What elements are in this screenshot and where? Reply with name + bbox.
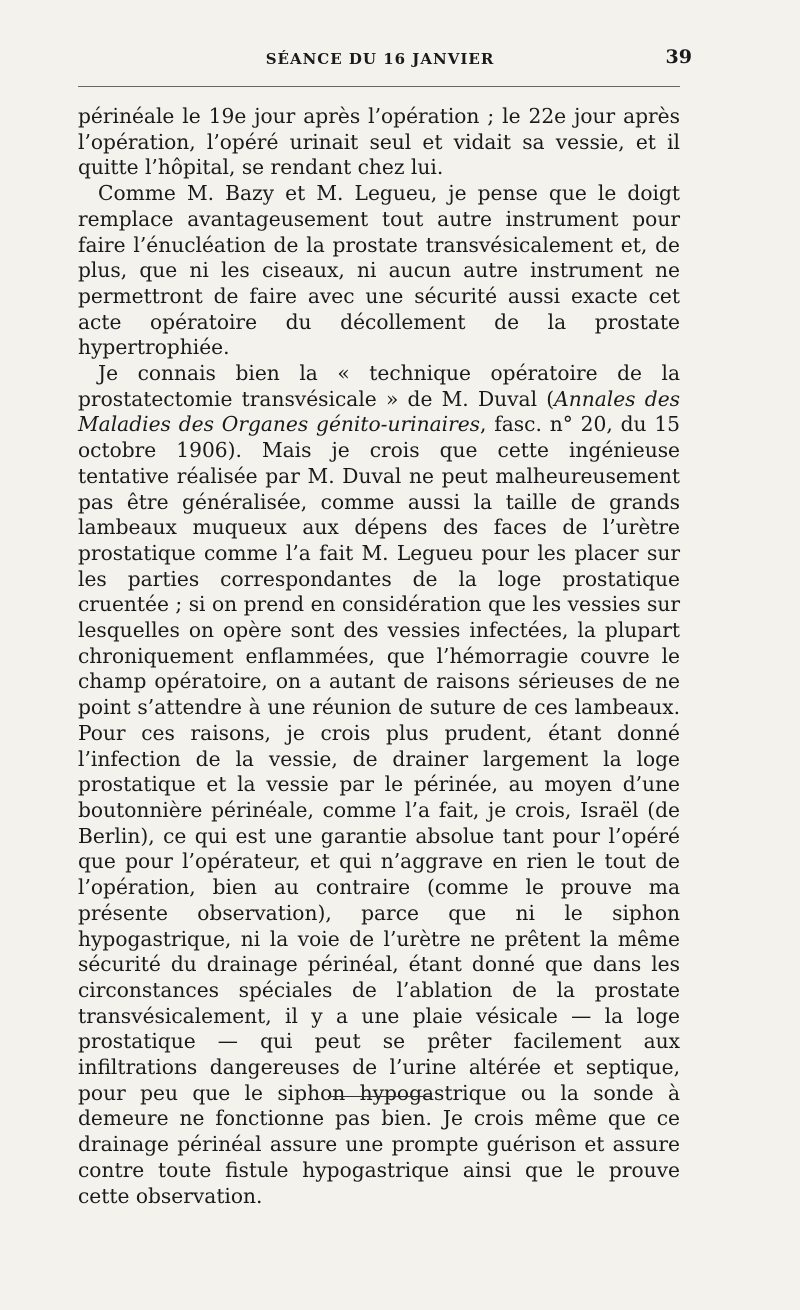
paragraph-1: périnéale le 19e jour après l’opération ; le 22e jour après l’opération, l’opéré urinait seul et vidait sa vessie, et il quitte l’hôpital, se rendant chez lui. bbox=[78, 104, 680, 180]
running-title: SÉANCE DU 16 JANVIER bbox=[265, 50, 495, 68]
paragraph-3-text-before: Je connais bien la « technique opératoire de la prostatectomie transvésicale » de M. Duval ( bbox=[78, 361, 680, 411]
running-head bbox=[78, 46, 692, 76]
header-rule bbox=[78, 86, 680, 87]
body-text bbox=[78, 104, 680, 1209]
page-number: 39 bbox=[665, 46, 692, 68]
end-rule bbox=[328, 1096, 432, 1097]
paragraph-3 bbox=[78, 361, 680, 1209]
journal-citation: Annales des Maladies des Organes génito-urinaires bbox=[78, 386, 680, 437]
paragraph-2: Comme M. Bazy et M. Legueu, je pense que le doigt remplace avantageusement tout autre instrument pour faire l’énucléation de la prostate transvésicalement et, de plus, que ni les ciseaux, ni aucun autre instrument ne permettront de faire avec une sécurité aussi exacte cet acte opératoire du décollement de la prostate hypertrophiée. bbox=[78, 181, 680, 360]
paragraph-3-text-after: , fasc. n° 20, du 15 octobre 1906). Mais je crois que cette ingénieuse tentative réalisée par M. Duval ne peut malheureusement pas être généralisée, comme aussi la taille de grands lambeaux muqueux aux dépens des faces de l’urètre prostatique comme l’a fait M. Legueu pour les placer sur les parties correspondantes de la loge prostatique cruentée ; si on prend en considération que les vessies sur lesquelles on opère sont des vessies infectées, la plupart chroniquement enflammées, que l’hémorragie couvre le champ opératoire, on a autant de raisons sérieuses de ne point s’attendre à une réunion de suture de ces lambeaux. Pour ces raisons, je crois plus prudent, étant donné l’infection de la vessie, de drainer largement la loge prostatique et la vessie par le périnée, au moyen d’une boutonnière périnéale, comme l’a fait, je crois, Israël (de Berlin), ce qui est une garantie absolue tant pour l’opéré que pour l’opérateur, et qui n’aggrave en rien le tout de l’opération, bien au contraire (comme le prouve ma présente observation), parce que ni le siphon hypogastrique, ni la voie de l’urètre ne prêtent la même sécurité du drainage périnéal, étant donné que dans les circonstances spéciales de l’ablation de la prostate transvésicalement, il y a une plaie vésicale — la loge prostatique — qui peut se prêter facilement aux infiltrations dangereuses de l’urine altérée et septique, pour peu que le siphon hypogastrique ou la sonde à demeure ne fonctionne pas bien. Je crois même que ce drainage périnéal assure une prompte guérison et assure contre toute fistule hypogastrique ainsi que le prouve cette observation. bbox=[78, 412, 681, 1208]
